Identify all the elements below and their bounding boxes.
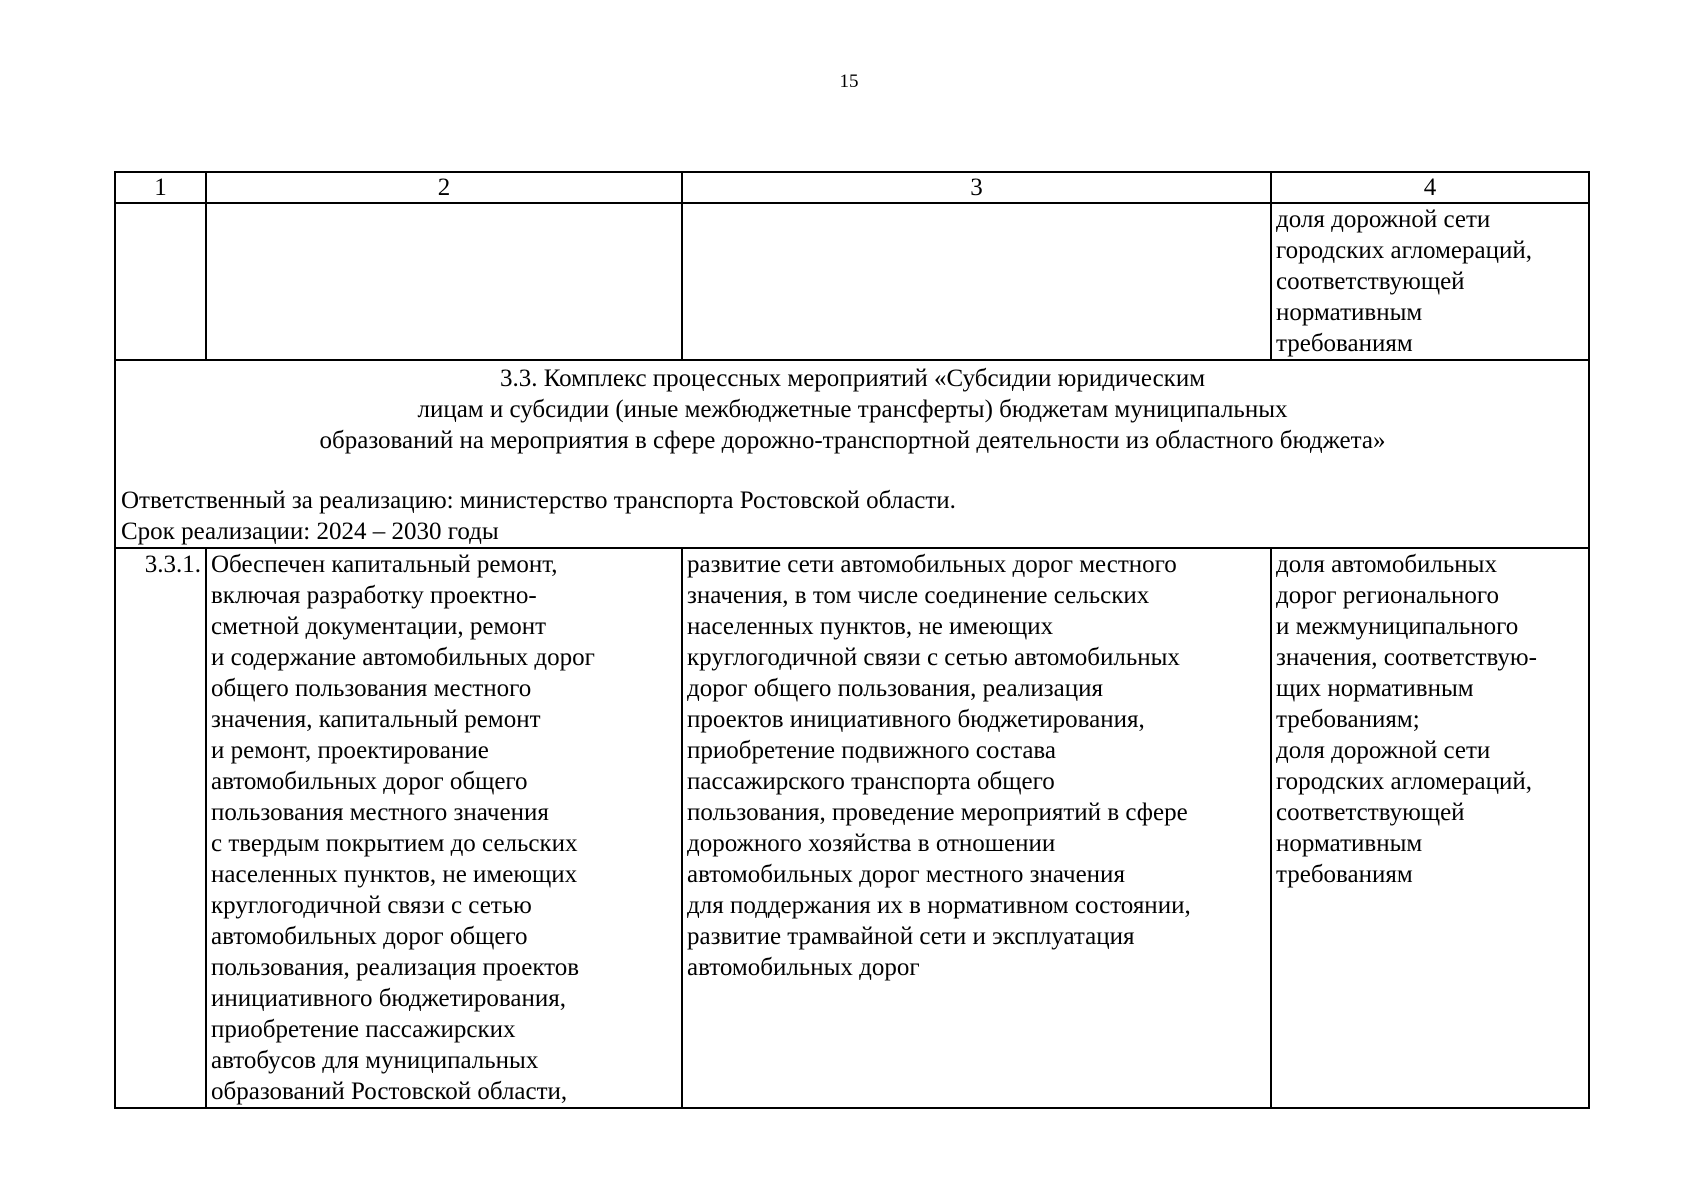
text-line: соответствующей bbox=[1276, 799, 1465, 826]
text-line: населенных пунктов, не имеющих bbox=[687, 613, 1054, 640]
text-line: пользования местного значения bbox=[211, 799, 549, 826]
text-line: дорожного хозяйства в отношении bbox=[687, 830, 1056, 857]
section-cell bbox=[115, 360, 1589, 548]
text-line: автобусов для муниципальных bbox=[211, 1047, 539, 1074]
text-line: с твердым покрытием до сельских bbox=[211, 830, 578, 857]
header-cell-2: 2 bbox=[206, 172, 682, 203]
text-line: городских агломераций, bbox=[1276, 237, 1532, 264]
text-line: населенных пунктов, не имеющих bbox=[211, 861, 578, 888]
text-line: лицам и субсидии (иные межбюджетные трансферты) бюджетам муниципальных bbox=[417, 396, 1288, 423]
item-task-cell bbox=[206, 548, 682, 1108]
continuation-row bbox=[115, 203, 1589, 360]
continuation-cell-3 bbox=[682, 203, 1271, 360]
continuation-indicator-cell bbox=[1271, 203, 1589, 360]
text-line: автомобильных дорог bbox=[687, 954, 920, 981]
text-line: значения, в том числе соединение сельских bbox=[687, 582, 1150, 609]
text-line: требованиям; bbox=[1276, 706, 1420, 733]
text-line: доля автомобильных bbox=[1276, 551, 1497, 578]
text-line: образований Ростовской области, bbox=[211, 1078, 568, 1105]
table-header-row bbox=[115, 172, 1589, 203]
text-line: приобретение пассажирских bbox=[211, 1016, 516, 1043]
page-number: 15 bbox=[839, 71, 859, 92]
text-line: значения, соответствую- bbox=[1276, 644, 1537, 671]
text-line: круглогодичной связи с сетью bbox=[211, 892, 532, 919]
text-line: круглогодичной связи с сетью автомобильных bbox=[687, 644, 1180, 671]
section-spacer bbox=[121, 456, 1584, 485]
header-cell-3: 3 bbox=[682, 172, 1271, 203]
text-line: автомобильных дорог местного значения bbox=[687, 861, 1125, 888]
text-line: требованиям bbox=[1276, 861, 1413, 888]
text-line: образований на мероприятия в сфере дорожно-транспортной деятельности из областного бюджета» bbox=[319, 427, 1386, 454]
text-line: приобретение подвижного состава bbox=[687, 737, 1057, 764]
item-number: 3.3.1. bbox=[115, 548, 206, 1108]
text-line: и межмуниципального bbox=[1276, 613, 1519, 640]
text-line: инициативного бюджетирования, bbox=[211, 985, 566, 1012]
table-row bbox=[115, 548, 1589, 1108]
section-responsible: Ответственный за реализацию: министерство транспорта Ростовской области. bbox=[121, 487, 956, 514]
text-line: городских агломераций, bbox=[1276, 768, 1532, 795]
text-line: развитие трамвайной сети и эксплуатация bbox=[687, 923, 1135, 950]
item-link-cell bbox=[682, 548, 1271, 1108]
text-line: автомобильных дорог общего bbox=[211, 768, 528, 795]
section-term: Срок реализации: 2024 – 2030 годы bbox=[121, 518, 499, 545]
text-line: требованиям bbox=[1276, 330, 1413, 357]
text-line: развитие сети автомобильных дорог местного bbox=[687, 551, 1177, 578]
section-row bbox=[115, 360, 1589, 548]
text-line: нормативным bbox=[1276, 830, 1423, 857]
text-line: дорог регионального bbox=[1276, 582, 1500, 609]
text-line: дорог общего пользования, реализация bbox=[687, 675, 1103, 702]
text-line: сметной документации, ремонт bbox=[211, 613, 547, 640]
item-indicator-cell bbox=[1271, 548, 1589, 1108]
measures-table bbox=[114, 171, 1590, 1109]
text-line: значения, капитальный ремонт bbox=[211, 706, 541, 733]
continuation-cell-1 bbox=[115, 203, 206, 360]
section-meta bbox=[121, 485, 1584, 547]
text-line: нормативным bbox=[1276, 299, 1423, 326]
text-line: щих нормативным bbox=[1276, 675, 1474, 702]
header-cell-1: 1 bbox=[115, 172, 206, 203]
header-cell-4: 4 bbox=[1271, 172, 1589, 203]
text-line: соответствующей bbox=[1276, 268, 1465, 295]
text-line: и ремонт, проектирование bbox=[211, 737, 489, 764]
text-line: пассажирского транспорта общего bbox=[687, 768, 1055, 795]
text-line: пользования, проведение мероприятий в сфере bbox=[687, 799, 1188, 826]
text-line: проектов инициативного бюджетирования, bbox=[687, 706, 1145, 733]
text-line: Обеспечен капитальный ремонт, bbox=[211, 551, 558, 578]
text-line: 3.3. Комплекс процессных мероприятий «Субсидии юридическим bbox=[499, 365, 1206, 392]
text-line: и содержание автомобильных дорог bbox=[211, 644, 595, 671]
text-line: доля дорожной сети bbox=[1276, 206, 1491, 233]
section-title bbox=[121, 363, 1584, 456]
text-line: доля дорожной сети bbox=[1276, 737, 1491, 764]
text-line: автомобильных дорог общего bbox=[211, 923, 528, 950]
continuation-cell-2 bbox=[206, 203, 682, 360]
text-line: пользования, реализация проектов bbox=[211, 954, 580, 981]
text-line: включая разработку проектно- bbox=[211, 582, 537, 609]
text-line: для поддержания их в нормативном состоянии, bbox=[687, 892, 1191, 919]
text-line: общего пользования местного bbox=[211, 675, 532, 702]
